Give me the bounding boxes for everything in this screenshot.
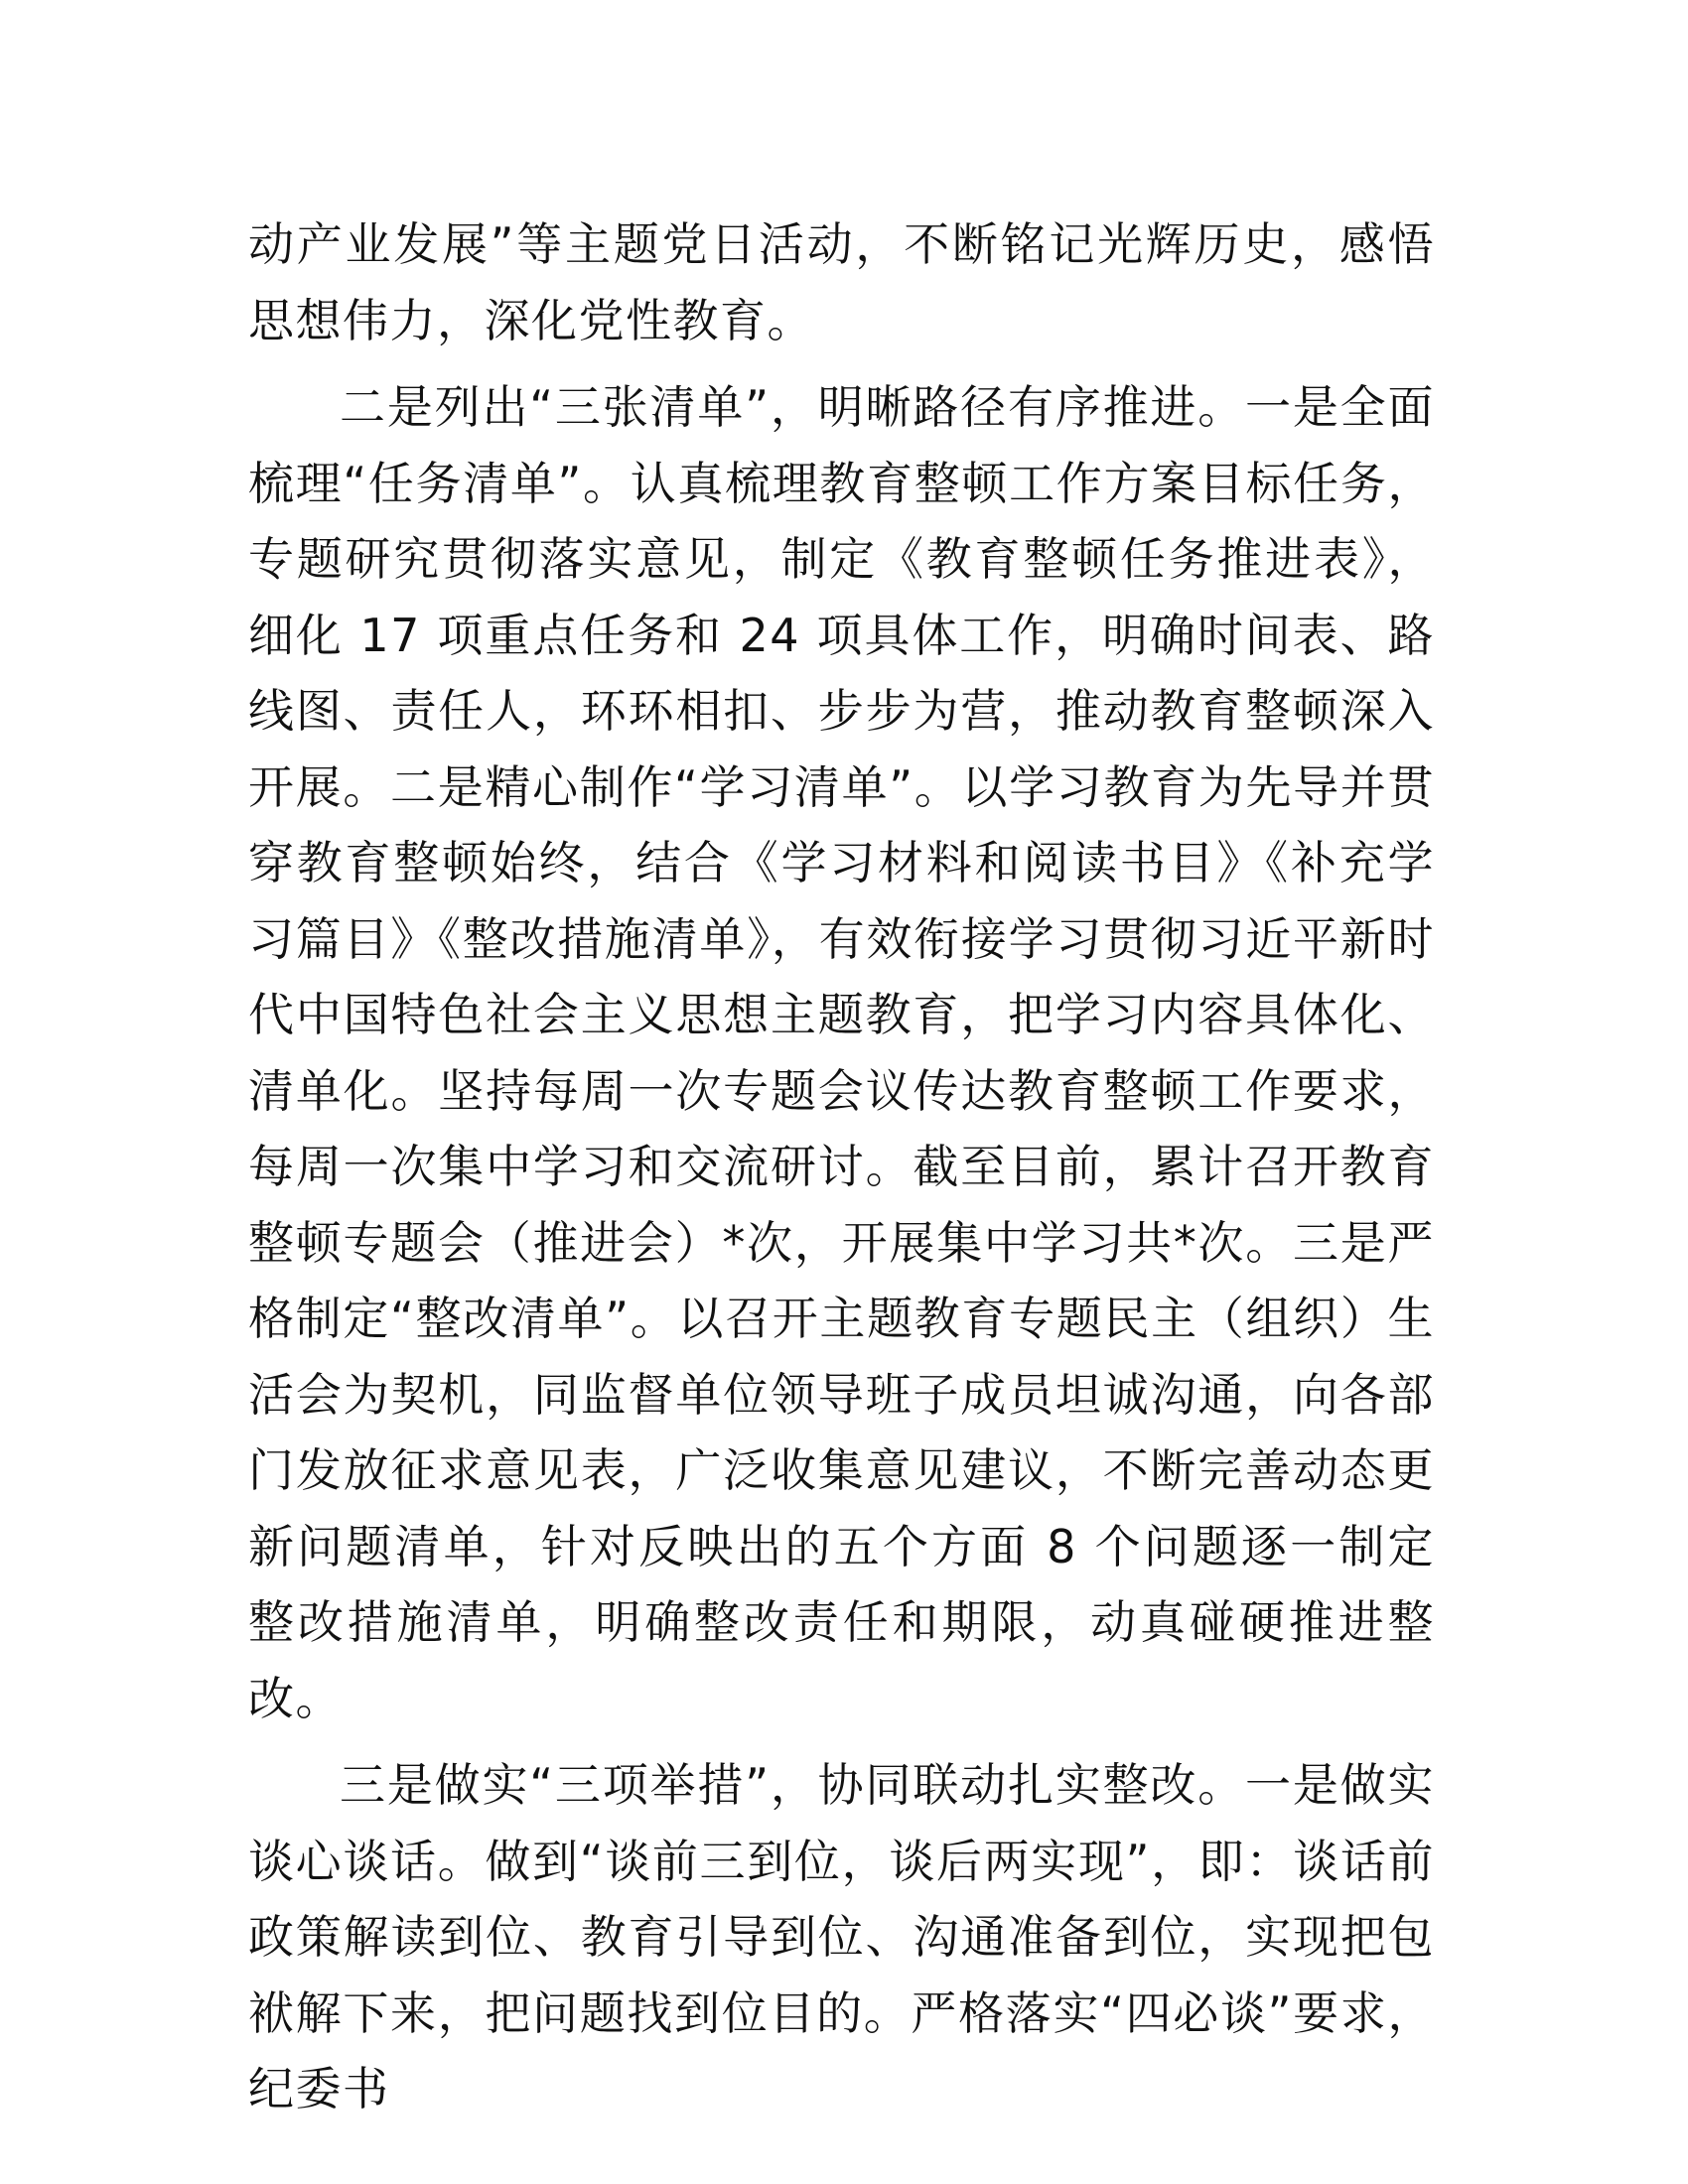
paragraph-three-lists: 二是列出“三张清单”，明晰路径有序推进。一是全面梳理“任务清单”。认真梳理教育整顿工作方案目标任务，专题研究贯彻落实意见，制定《教育整顿任务推进表》，细化 17 项重点任务和 24 项具体工作，明确时间表、路线图、责任人，环环相扣、步步为营，推动教育整顿深入开展。二是精心制作“学习清单”。以学习教育为先导并贯穿教育整顿始终，结合《学习材料和阅读书目》《补充学习篇目》《整改措施清单》，有效衔接学习贯彻习近平新时代中国特色社会主义思想主题教育，把学习内容具体化、清单化。坚持每周一次专题会议传达教育整顿工作要求，每周一次集中学习和交流研讨。截至目前，累计召开教育整顿专题会（推进会）*次，开展集中学习共*次。三是严格制定“整改清单”。以召开主题教育专题民主（组织）生活会为契机，同监督单位领导班子成员坦诚沟通，向各部门发放征求意见表，广泛收集意见建议，不断完善动态更新问题清单，针对反映出的五个方面 8 个问题逐一制定整改措施清单，明确整改责任和期限，动真碰硬推进整改。 <box>248 380 1435 1725</box>
paragraph-continuation: 动产业发展”等主题党日活动，不断铭记光辉历史，感悟思想伟力，深化党性教育。 <box>248 217 1435 347</box>
paragraph-three-measures: 三是做实“三项举措”，协同联动扎实整改。一是做实谈心谈话。做到“谈前三到位，谈后两实现”，即：谈话前政策解读到位、教育引导到位、沟通准备到位，实现把包袱解下来，把问题找到位目的。严格落实“四必谈”要求，纪委书 <box>248 1758 1435 2116</box>
body-text <box>248 206 1435 2127</box>
